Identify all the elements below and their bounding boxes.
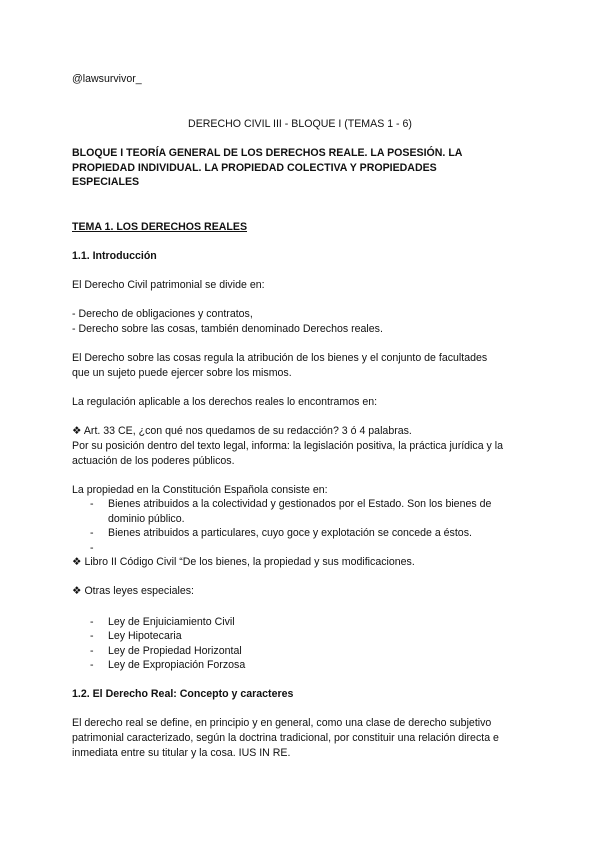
propiedad-item-1-line-2: dominio público.	[108, 513, 185, 525]
author-handle: @lawsurvivor_	[72, 73, 142, 85]
regulacion-paragraph: La regulación aplicable a los derechos reales lo encontramos en:	[72, 396, 378, 408]
dash-marker: -	[90, 527, 94, 539]
dash-marker: -	[90, 498, 94, 510]
intro-paragraph: El Derecho Civil patrimonial se divide en:	[72, 279, 265, 291]
ley-item: Ley de Enjuiciamiento Civil	[108, 616, 235, 628]
libro-bullet: ❖ Libro II Código Civil “De los bienes, la propiedad y sus modificaciones.	[72, 556, 415, 568]
ley-item: Ley de Propiedad Horizontal	[108, 645, 242, 657]
section-1-1-heading: 1.1. Introducción	[72, 250, 157, 262]
dash-marker: -	[90, 630, 94, 642]
block-title-line-3: ESPECIALES	[72, 176, 140, 188]
art33-bullet: ❖ Art. 33 CE, ¿con qué nos quedamos de su redacción? 3 ó 4 palabras.	[72, 425, 412, 437]
posicion-line-1: Por su posición dentro del texto legal, informa: la legislación positiva, la práctica jurídica y la	[72, 440, 504, 452]
propiedad-intro: La propiedad en la Constitución Española consiste en:	[72, 484, 328, 496]
block-title-line-2: PROPIEDAD INDIVIDUAL. LA PROPIEDAD COLECTIVA Y PROPIEDADES	[72, 162, 437, 174]
dash-marker: -	[90, 659, 94, 671]
cosas-paragraph-line-1: El Derecho sobre las cosas regula la atribución de los bienes y el conjunto de facultades	[72, 352, 488, 364]
concepto-line-3: inmediata entre su titular y la cosa. IUS IN RE.	[72, 747, 291, 759]
empty-dash-marker: -	[90, 542, 94, 554]
posicion-line-2: actuación de los poderes públicos.	[72, 455, 235, 467]
otras-leyes-bullet: ❖ Otras leyes especiales:	[72, 585, 194, 597]
ley-item: Ley de Expropiación Forzosa	[108, 659, 246, 671]
propiedad-item-1-line-1: Bienes atribuidos a la colectividad y gestionados por el Estado. Son los bienes de	[108, 498, 492, 510]
tema-1-heading: TEMA 1. LOS DERECHOS REALES	[72, 221, 248, 233]
document-title: DERECHO CIVIL III - BLOQUE I (TEMAS 1 - 6)	[188, 118, 412, 130]
concepto-line-1: El derecho real se define, en principio y en general, como una clase de derecho subjetivo	[72, 717, 492, 729]
cosas-paragraph-line-2: que un sujeto puede ejercer sobre los mismos.	[72, 367, 292, 379]
dash-marker: -	[90, 616, 94, 628]
division-item: - Derecho de obligaciones y contratos,	[72, 308, 253, 320]
propiedad-item-2: Bienes atribuidos a particulares, cuyo goce y explotación se concede a éstos.	[108, 527, 472, 539]
section-1-2-heading: 1.2. El Derecho Real: Concepto y caracteres	[72, 688, 294, 700]
dash-marker: -	[90, 645, 94, 657]
block-title-line-1: BLOQUE I TEORÍA GENERAL DE LOS DERECHOS REALE. LA POSESIÓN. LA	[72, 147, 463, 159]
division-item: - Derecho sobre las cosas, también denominado Derechos reales.	[72, 323, 383, 335]
ley-item: Ley Hipotecaria	[108, 630, 182, 642]
concepto-line-2: patrimonial caracterizado, según la doctrina tradicional, por constituir una relación directa e	[72, 732, 499, 744]
